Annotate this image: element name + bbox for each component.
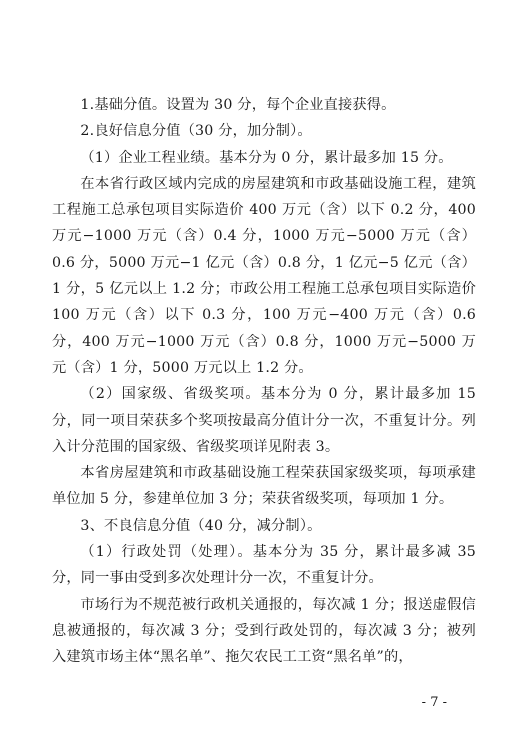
- paragraph-basic-score: 1.基础分值。设置为 30 分，每个企业直接获得。: [80, 97, 396, 113]
- page-number: - 7 -: [421, 695, 447, 710]
- paragraph-award-points: 本省房屋建筑和市政基础设施工程荣获国家级奖项，每项承建单位加 5 分，参建单位加 3 分；荣获省级奖项，每项加 1 分。: [52, 465, 476, 508]
- document-body: [52, 92, 476, 671]
- paragraph-good-info-score: 2.良好信息分值（30 分，加分制）。: [80, 123, 312, 140]
- paragraph-penalty-details: 市场行为不规范被行政机关通报的，每次减 1 分；报送虚假信息被通报的，每次减 3 分；受到行政处罚的，每次减 3 分；被列入建筑市场主体“黑名单”、拖欠农民工工资“黑名单”的，: [52, 596, 476, 666]
- paragraph-project-performance: （1）企业工程业绩。基本分为 0 分，累计最多加 15 分。: [80, 149, 453, 166]
- paragraph-administrative-penalty: （1）行政处罚（处理）。基本分为 35 分，累计最多减 35 分，同一事由受到多次处理计分一次，不重复计分。: [52, 544, 476, 587]
- paragraph-bad-info-score: 3、不良信息分值（40 分，减分制）。: [80, 517, 322, 534]
- paragraph-performance-details: 在本省行政区域内完成的房屋建筑和市政基础设施工程，建筑工程施工总承包项目实际造价 400 万元（含）以下 0.2 分，400 万元−1000 万元（含）0.4 分，1000 万元−5000 万元（含）0.6 分，5000 万元−1 亿元（含）0.8 分，1 亿元−5 亿元（含）1 分，5 亿元以上 1.2 分；市政公用工程施工总承包项目实际造价 100 万元（含）以下 0.3 分，100 万元−400 万元（含）0.6 分，400 万元−1000 万元（含）0.8 分，1000 万元−5000 万元（含）1 分，5000 万元以上 1.2 分。: [52, 175, 476, 376]
- paragraph-awards: （2）国家级、省级奖项。基本分为 0 分，累计最多加 15 分，同一项目荣获多个奖项按最高分值计分一次，不重复计分。列入计分范围的国家级、省级奖项详见附表 3。: [52, 386, 476, 455]
